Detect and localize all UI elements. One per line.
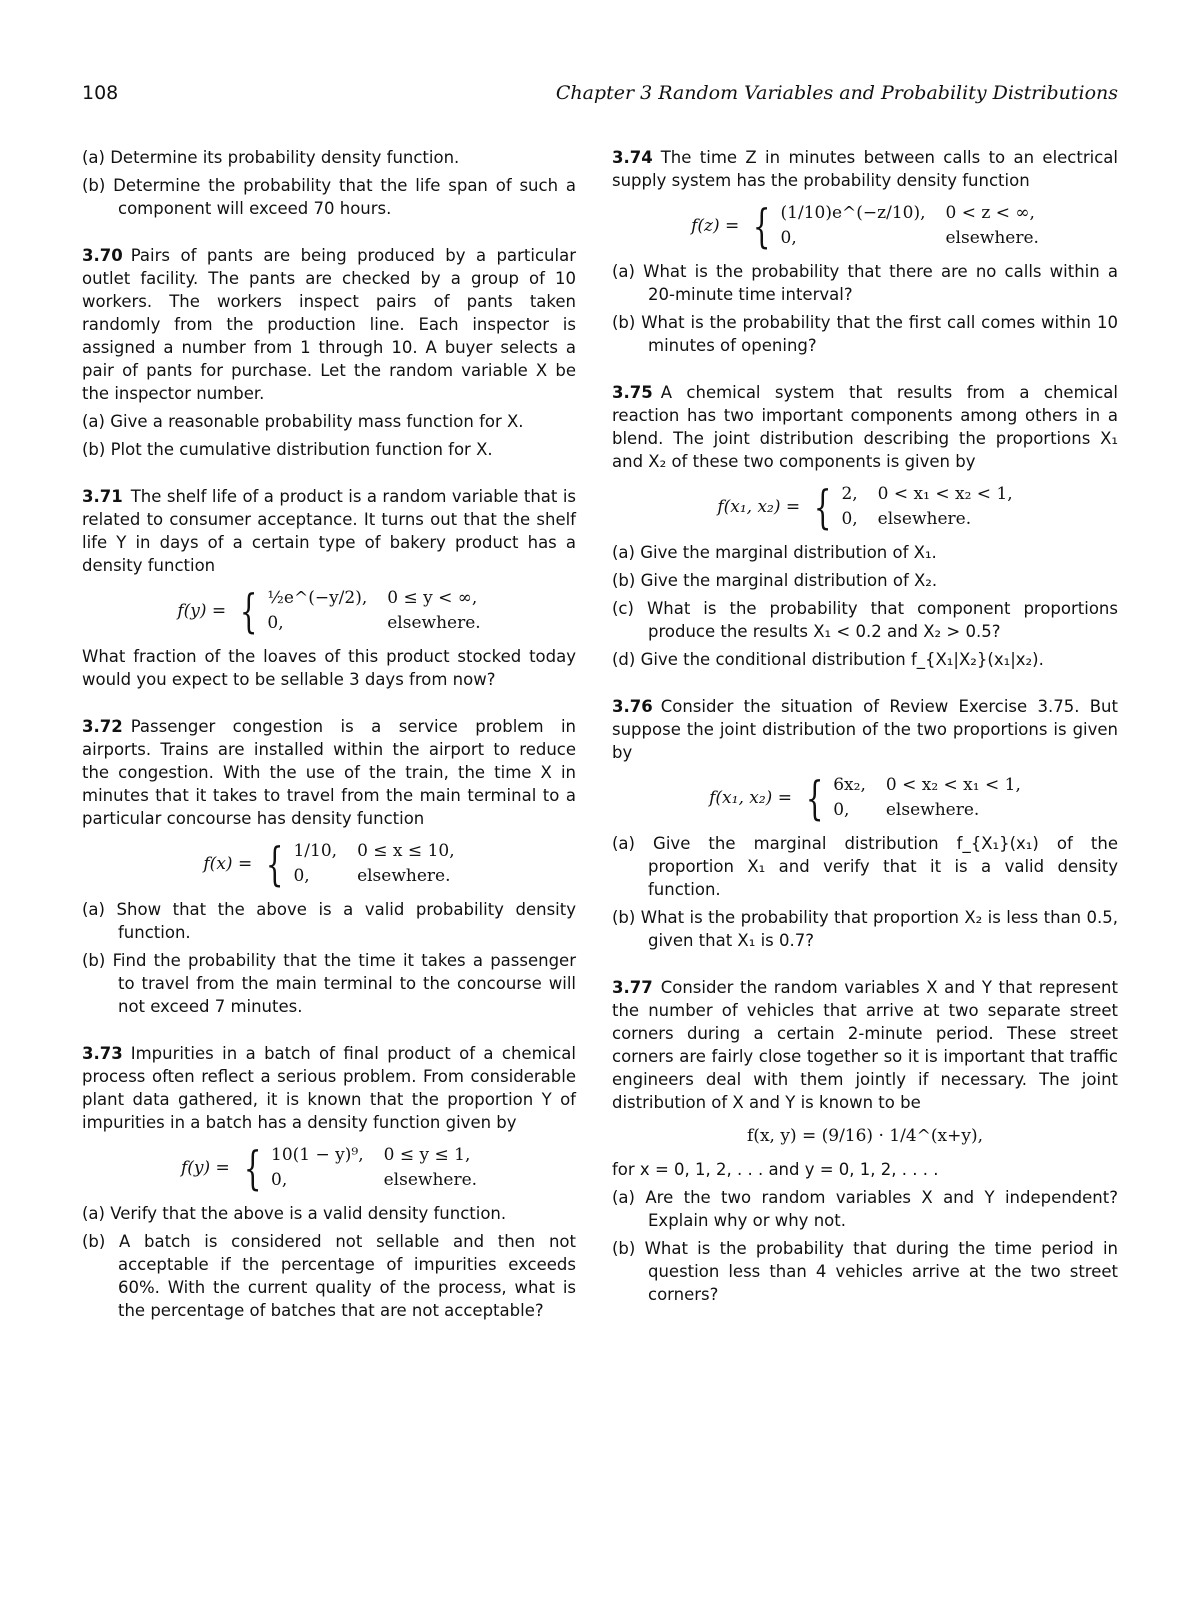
exercise-3-73 (82, 1042, 576, 1322)
exercise-number: 3.76 (612, 697, 653, 716)
formula-condition: elsewhere. (877, 509, 972, 529)
part-a: (a) Determine its probability density function. (82, 148, 460, 167)
density-formula (82, 584, 576, 638)
right-column (612, 146, 1118, 1306)
exercise-3-71 (82, 485, 576, 691)
formula-lhs: f(y) = (180, 1158, 230, 1178)
brace-icon: { (805, 771, 824, 825)
exercise-text: A chemical system that results from a chemical reaction has two important components among others in a blend. The joint distribution describing the proportions X₁ and X₂ of these two components is given by (612, 383, 1118, 471)
formula-case: 0, (833, 800, 850, 820)
formula-case: 1/10, (293, 841, 338, 861)
formula-condition: elsewhere. (387, 613, 481, 633)
exercise-question: What fraction of the loaves of this product stocked today would you expect to be sellable 3 days from now? (82, 647, 576, 689)
exercise-text: Impurities in a batch of final product of a chemical process often reflect a serious problem. From considerable plant data gathered, it is known that the proportion Y of impurities in a batch has a density function given by (82, 1044, 576, 1132)
formula-lhs: f(y) = (177, 601, 227, 621)
formula-lhs: f(x) = (203, 854, 253, 874)
exercise-text: Consider the random variables X and Y that represent the number of vehicles that arrive at two separate street corners during a certain 2-minute period. These street corners are fairly close together so it is important that traffic engineers deal with them jointly if necessary. The joint distribution of X and Y is known to be (612, 978, 1118, 1112)
exercise-3-77 (612, 976, 1118, 1306)
part-b: (b) What is the probability that the first call comes within 10 minutes of opening? (612, 313, 1118, 355)
formula-domain: for x = 0, 1, 2, . . . and y = 0, 1, 2, . . . . (612, 1160, 939, 1179)
exercise-number: 3.72 (82, 717, 123, 736)
formula-case: ½e^(−y/2), (267, 588, 368, 608)
part-b: (b) A batch is considered not sellable and then not acceptable if the percentage of impurities exceeds 60%. With the current quality of the process, what is the percentage of batches that are not acceptable? (82, 1232, 576, 1320)
part-a: (a) Give the marginal distribution of X₁. (612, 543, 937, 562)
exercise-text: Consider the situation of Review Exercise 3.75. But suppose the joint distribution of the two proportions is given by (612, 697, 1118, 762)
formula-case: 0, (780, 228, 797, 248)
exercise-text: Passenger congestion is a service problem in airports. Trains are installed within the airport to reduce the congestion. With the use of the train, the time X in minutes that it takes to travel from the main terminal to a particular concourse has density function (82, 717, 576, 828)
exercise-3-75 (612, 381, 1118, 671)
exercise-text: Pairs of pants are being produced by a particular outlet facility. The pants are checked by a group of 10 workers. The workers inspect pairs of pants taken randomly from the production line. Each inspector is assigned a number from 1 through 10. A buyer selects a pair of pants for purchase. Let the random variable X be the inspector number. (82, 246, 576, 403)
part-c: (c) What is the probability that component proportions produce the results X₁ < 0.2 and X₂ > 0.5? (612, 599, 1118, 641)
exercise-text: The time Z in minutes between calls to an electrical supply system has the probability density function (612, 148, 1118, 190)
formula-condition: 0 ≤ x ≤ 10, (357, 841, 455, 861)
brace-icon: { (266, 837, 284, 891)
formula-condition: elsewhere. (357, 866, 451, 886)
exercise-number: 3.75 (612, 383, 653, 402)
density-formula (612, 480, 1118, 534)
density-formula (82, 837, 576, 891)
exercise-number: 3.70 (82, 246, 123, 265)
brace-icon: { (239, 584, 258, 638)
chapter-title: Chapter 3 Random Variables and Probability Distributions (555, 82, 1118, 104)
density-formula (612, 771, 1118, 825)
part-a: (a) Give the marginal distribution f_{X₁}(x₁) of the proportion X₁ and verify that it is a valid density function. (612, 834, 1118, 899)
formula-condition: 0 ≤ y ≤ 1, (383, 1145, 471, 1165)
part-d: (d) Give the conditional distribution f_{X₁|X₂}(x₁|x₂). (612, 650, 1044, 669)
formula-condition: 0 < x₁ < x₂ < 1, (877, 484, 1013, 504)
part-a: (a) What is the probability that there are no calls within a 20-minute time interval? (612, 262, 1118, 304)
part-a: (a) Show that the above is a valid probability density function. (82, 900, 576, 942)
formula-condition: 0 < x₂ < x₁ < 1, (885, 775, 1021, 795)
formula-case: (1/10)e^(−z/10), (780, 203, 926, 223)
exercise-3-72 (82, 715, 576, 1018)
formula-case: 0, (267, 613, 284, 633)
brace-icon: { (243, 1141, 262, 1195)
part-a: (a) Are the two random variables X and Y independent? Explain why or why not. (612, 1188, 1118, 1230)
exercise-number: 3.77 (612, 978, 653, 997)
density-formula (612, 199, 1118, 253)
formula-condition: elsewhere. (885, 800, 980, 820)
part-b: (b) What is the probability that during the time period in question less than 4 vehicles arrive at the two street corners? (612, 1239, 1118, 1304)
joint-formula: f(x, y) = (9/16) · 1/4^(x+y), (747, 1126, 983, 1146)
formula-lhs: f(x₁, x₂) = (717, 497, 801, 517)
exercise-3-74 (612, 146, 1118, 357)
exercise-text: The shelf life of a product is a random variable that is related to consumer acceptance. It turns out that the shelf life Y in days of a certain type of bakery product has a density function (82, 487, 576, 575)
part-b: (b) Plot the cumulative distribution function for X. (82, 440, 493, 459)
formula-lhs: f(z) = (691, 216, 740, 236)
exercise-3-76 (612, 695, 1118, 952)
part-b: (b) Find the probability that the time it takes a passenger to travel from the main terminal to the concourse will not exceed 7 minutes. (82, 951, 576, 1016)
formula-condition: elsewhere. (383, 1170, 478, 1190)
exercise-number: 3.73 (82, 1044, 123, 1063)
exercise-3-70 (82, 244, 576, 461)
formula-condition: 0 ≤ y < ∞, (387, 588, 478, 608)
formula-condition: elsewhere. (945, 228, 1039, 248)
part-b: (b) What is the probability that proportion X₂ is less than 0.5, given that X₁ is 0.7? (612, 908, 1118, 950)
part-a: (a) Verify that the above is a valid density function. (82, 1204, 507, 1223)
exercise-number: 3.71 (82, 487, 123, 506)
part-b: (b) Give the marginal distribution of X₂. (612, 571, 938, 590)
brace-icon: { (814, 480, 832, 534)
formula-case: 0, (841, 509, 858, 529)
left-column (82, 146, 576, 1322)
formula-case: 10(1 − y)⁹, (271, 1145, 364, 1165)
formula-condition: 0 < z < ∞, (945, 203, 1035, 223)
brace-icon: { (753, 199, 771, 253)
density-formula (82, 1141, 576, 1195)
formula-case: 0, (271, 1170, 288, 1190)
page-number: 108 (82, 82, 119, 104)
formula-case: 0, (293, 866, 310, 886)
formula-case: 2, (841, 484, 858, 504)
formula-lhs: f(x₁, x₂) = (709, 788, 792, 808)
formula-case: 6x₂, (833, 775, 866, 795)
part-b: (b) Determine the probability that the life span of such a component will exceed 70 hours. (82, 176, 576, 218)
exercise-number: 3.74 (612, 148, 653, 167)
part-a: (a) Give a reasonable probability mass function for X. (82, 412, 524, 431)
